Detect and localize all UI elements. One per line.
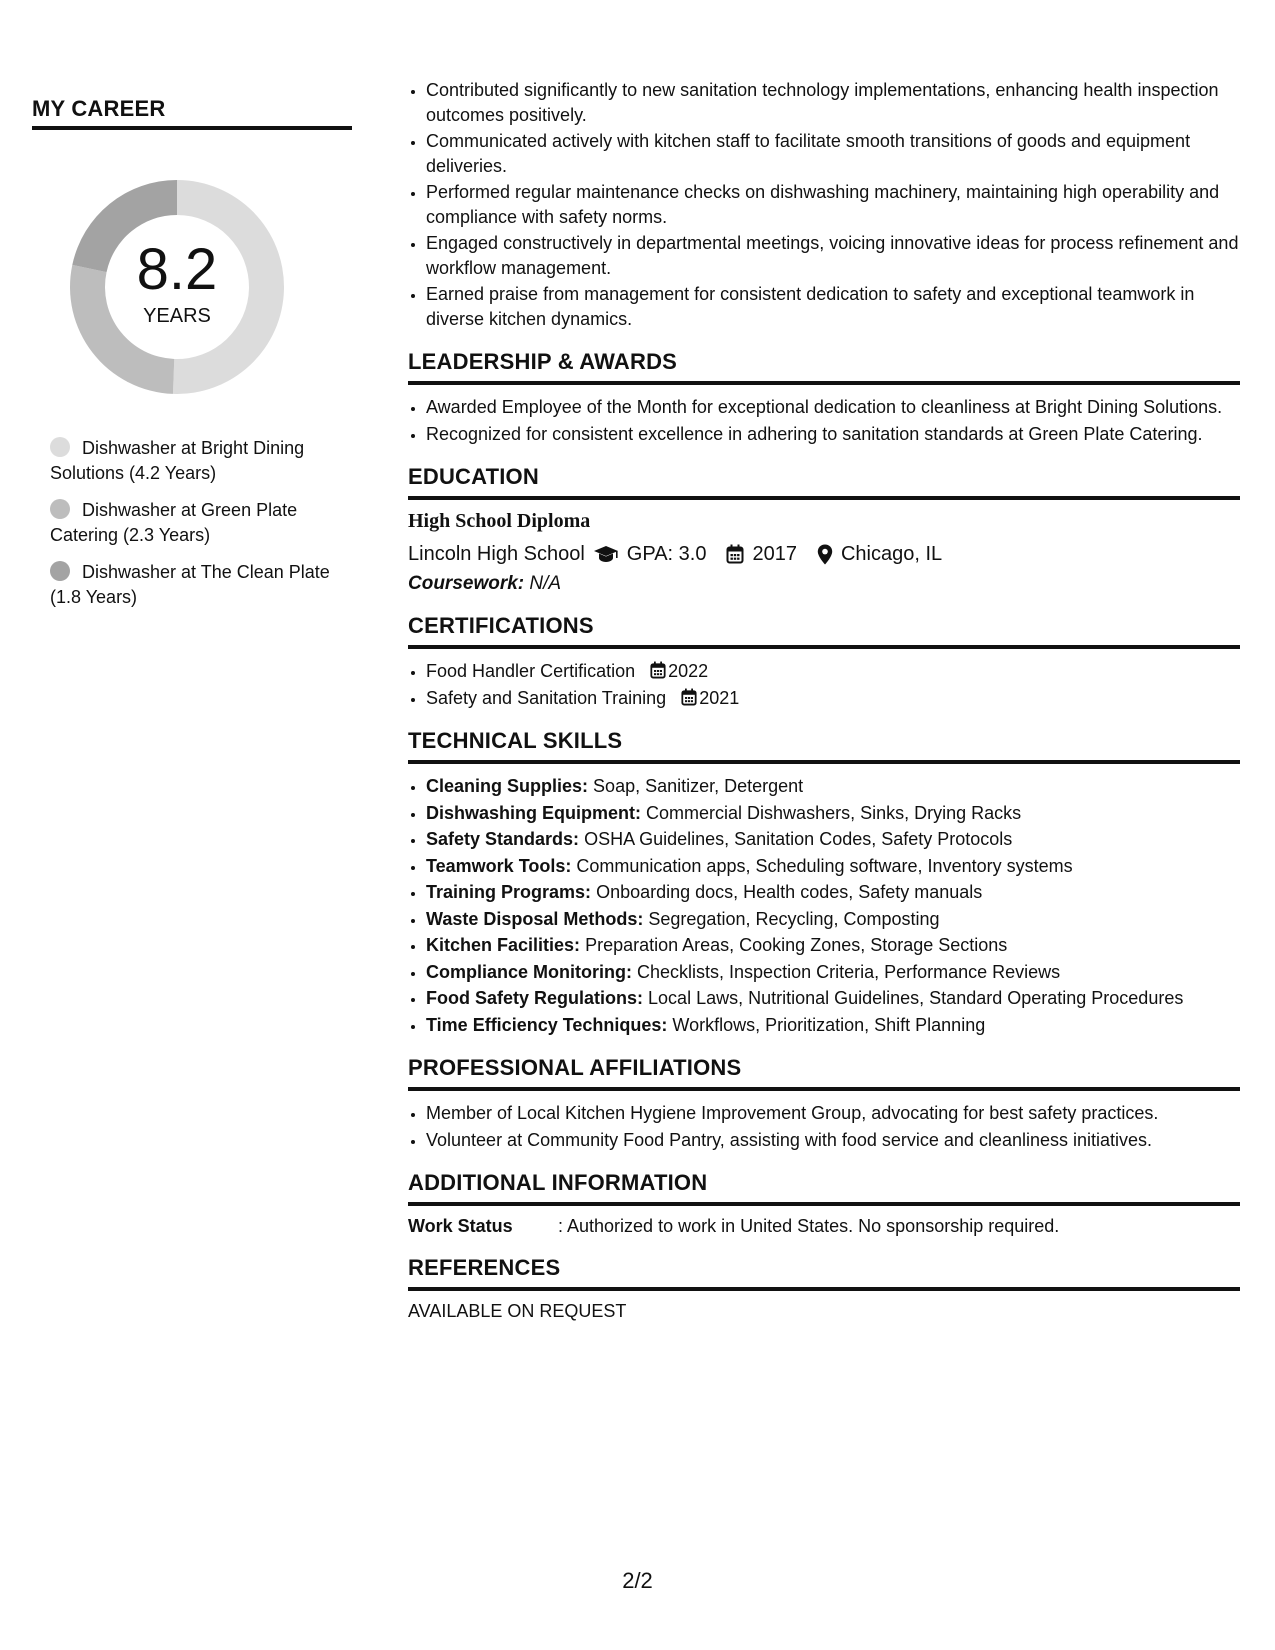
donut-center — [62, 172, 292, 402]
coursework-label: Coursework: — [408, 573, 525, 594]
skill-value: Communication apps, Scheduling software, Inventory systems — [576, 855, 1073, 876]
skill-label: Training Programs: — [426, 882, 592, 902]
skill-value: OSHA Guidelines, Sanitation Codes, Safety Protocols — [584, 829, 1013, 849]
award-item: • Awarded Employee of the Month for exceptional dedication to cleanliness at Bright Dining Solutions. — [426, 395, 1240, 420]
affiliation-item: • Volunteer at Community Food Pantry, assisting with food service and cleanliness initiatives. — [426, 1128, 1240, 1153]
skill-value: Soap, Sanitizer, Detergent — [593, 776, 804, 796]
leadership-section — [408, 349, 1240, 446]
certification-name: Food Handler Certification — [426, 661, 636, 681]
skills-section — [408, 728, 1240, 1037]
legend-item — [50, 436, 330, 486]
references-text: AVAILABLE ON REQUEST — [408, 1301, 627, 1321]
skill-item — [426, 960, 1240, 985]
certifications-heading: CERTIFICATIONS — [408, 613, 1240, 649]
experience-bullet: • Communicated actively with kitchen staff to facilitate smooth transitions of goods and equipment deliveries. — [426, 129, 1240, 178]
skill-item — [426, 1013, 1240, 1038]
skill-value: Local Laws, Nutritional Guidelines, Standard Operating Procedures — [648, 988, 1184, 1008]
experience-bullets — [408, 78, 1240, 331]
coursework-line — [408, 573, 1240, 595]
skill-label: Dishwashing Equipment: — [426, 802, 642, 823]
school-name: Lincoln High School — [408, 543, 585, 565]
skills-heading: TECHNICAL SKILLS — [408, 728, 1240, 764]
skill-label: Compliance Monitoring: — [426, 961, 632, 982]
work-status-row — [408, 1216, 1240, 1237]
education-heading: EDUCATION — [408, 464, 1240, 500]
skill-item — [426, 933, 1240, 958]
graduation-cap-icon — [593, 545, 619, 563]
career-heading: MY CAREER — [32, 96, 352, 130]
skill-item — [426, 986, 1240, 1011]
skill-value: Checklists, Inspection Criteria, Performance Reviews — [637, 961, 1061, 982]
skill-label: Cleaning Supplies: — [426, 776, 589, 796]
skill-value: Workflows, Prioritization, Shift Planning — [672, 1014, 986, 1035]
certifications-section — [408, 613, 1240, 710]
skill-label: Teamwork Tools: — [426, 855, 572, 876]
skill-label: Waste Disposal Methods: — [426, 908, 644, 929]
references-heading: REFERENCES — [408, 1255, 1240, 1291]
skills-list — [408, 774, 1240, 1037]
gpa-value: GPA: 3.0 — [626, 543, 707, 565]
skill-label: Safety Standards: — [426, 829, 580, 849]
experience-bullet: • Earned praise from management for consistent dedication to safety and exceptional teamwork in diverse kitchen dynamics. — [426, 282, 1240, 331]
experience-bullet: • Performed regular maintenance checks on dishwashing machinery, maintaining high operability and compliance with safety norms. — [426, 180, 1240, 229]
certification-name: Safety and Sanitation Training — [426, 687, 667, 708]
calendar-icon — [650, 661, 666, 679]
graduation-year: 2017 — [752, 543, 797, 565]
career-donut-chart — [62, 172, 292, 402]
education-details — [408, 539, 1240, 569]
affiliation-item: • Member of Local Kitchen Hygiene Improvement Group, advocating for best safety practices. — [426, 1101, 1240, 1126]
skill-item — [426, 801, 1240, 826]
skill-value: Segregation, Recycling, Composting — [648, 908, 940, 929]
legend-dot-icon — [50, 499, 70, 519]
certifications-list — [408, 659, 1240, 710]
skill-item — [426, 907, 1240, 932]
references-section — [408, 1255, 1240, 1322]
certification-year: 2022 — [668, 661, 709, 681]
coursework-value: N/A — [529, 573, 562, 594]
legend-item — [50, 498, 330, 548]
skill-item — [426, 854, 1240, 879]
work-status-label: Work Status — [408, 1216, 513, 1236]
skill-item — [426, 774, 1240, 799]
skill-item — [426, 880, 1240, 905]
experience-bullet: • Engaged constructively in departmental meetings, voicing innovative ideas for process refinement and workflow management. — [426, 231, 1240, 280]
legend-label: Dishwasher at Green Plate Catering (2.3 Years) — [50, 500, 298, 545]
skill-label: Food Safety Regulations: — [426, 988, 644, 1008]
legend-label: Dishwasher at The Clean Plate (1.8 Years) — [50, 562, 330, 607]
legend-item — [50, 560, 330, 610]
skill-item — [426, 827, 1240, 852]
leadership-heading: LEADERSHIP & AWARDS — [408, 349, 1240, 385]
map-pin-icon — [817, 544, 833, 565]
certification-item — [426, 686, 1240, 711]
skill-value: Preparation Areas, Cooking Zones, Storage Sections — [585, 935, 1008, 955]
skill-value: Onboarding docs, Health codes, Safety manuals — [596, 882, 983, 902]
skill-value: Commercial Dishwashers, Sinks, Drying Racks — [646, 802, 1022, 823]
page-number: 2/2 — [622, 1568, 653, 1593]
total-years-value: 8.2 — [136, 236, 218, 302]
leadership-list — [408, 395, 1240, 446]
legend-label: Dishwasher at Bright Dining Solutions (4.2 Years) — [50, 438, 305, 483]
affiliations-section — [408, 1055, 1240, 1152]
experience-bullet: • Contributed significantly to new sanitation technology implementations, enhancing health inspection outcomes positively. — [426, 78, 1240, 127]
education-section — [408, 464, 1240, 595]
skill-label: Time Efficiency Techniques: — [426, 1014, 668, 1035]
calendar-icon — [726, 544, 744, 564]
legend-dot-icon — [50, 561, 70, 581]
degree-title: High School Diploma — [408, 510, 591, 532]
affiliations-heading: PROFESSIONAL AFFILIATIONS — [408, 1055, 1240, 1091]
legend-dot-icon — [50, 437, 70, 457]
main-content — [408, 78, 1240, 1322]
affiliations-list — [408, 1101, 1240, 1152]
certification-item — [426, 659, 1240, 684]
skill-label: Kitchen Facilities: — [426, 935, 581, 955]
certification-year: 2021 — [699, 687, 740, 708]
additional-info-heading: ADDITIONAL INFORMATION — [408, 1170, 1240, 1206]
additional-info-section — [408, 1170, 1240, 1237]
school-location: Chicago, IL — [840, 543, 943, 565]
work-status-value: : Authorized to work in United States. No sponsorship required. — [558, 1216, 1060, 1236]
award-item: • Recognized for consistent excellence in adhering to sanitation standards at Green Plate Catering. — [426, 422, 1240, 447]
total-years-unit: YEARS — [143, 304, 211, 327]
career-legend — [50, 436, 330, 610]
career-sidebar — [32, 96, 352, 622]
calendar-icon — [681, 688, 697, 706]
